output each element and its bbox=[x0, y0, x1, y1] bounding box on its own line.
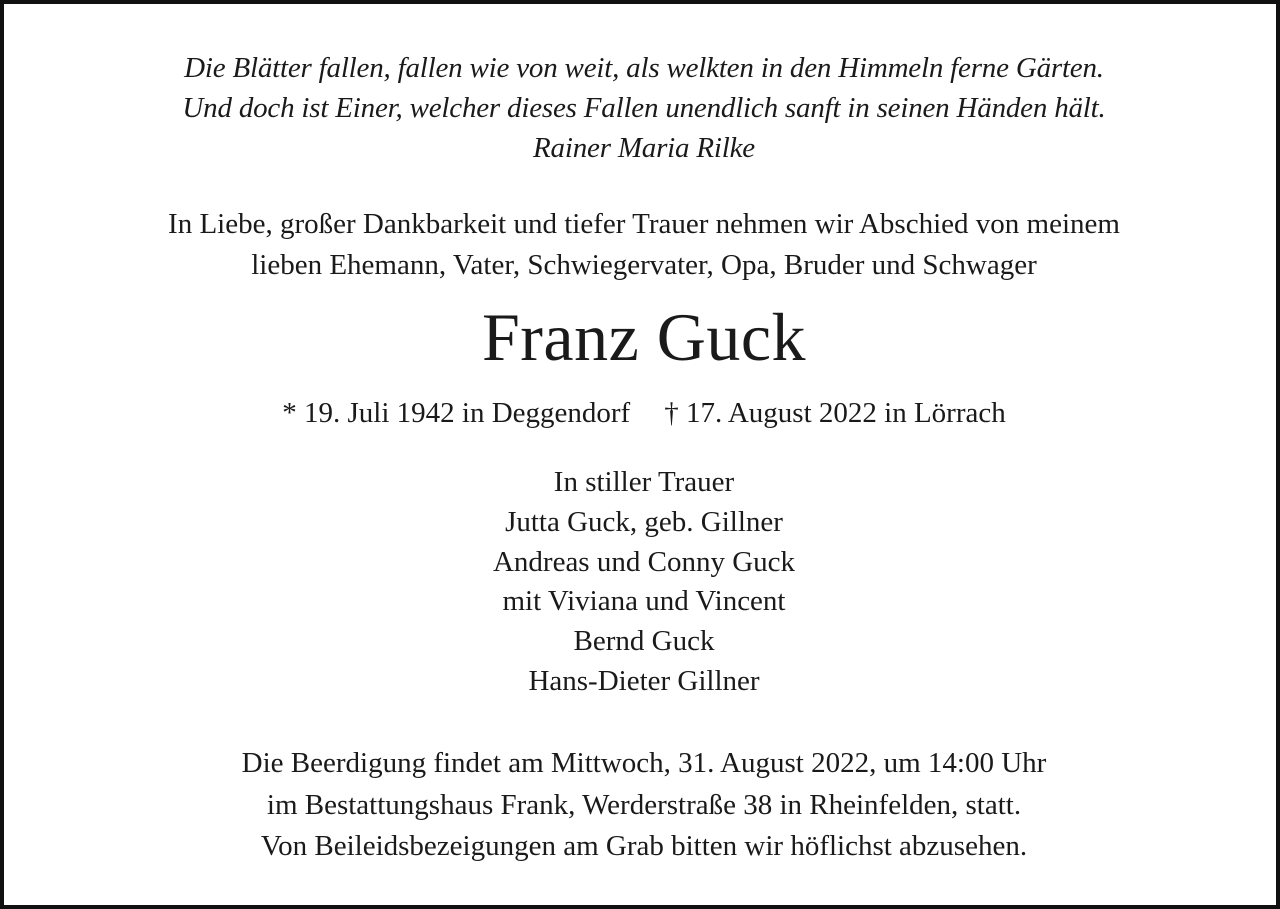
deceased-name: Franz Guck bbox=[481, 299, 807, 375]
funeral-line-3: Von Beileidsbezeigungen am Grab bitten wir höflichst abzusehen. bbox=[260, 830, 1028, 862]
quote-line-1: Die Blätter fallen, fallen wie von weit, als welkten in den Himmeln ferne Gärten. bbox=[184, 52, 1104, 84]
mourner-name: Andreas und Conny Guck bbox=[492, 546, 796, 578]
life-dates bbox=[4, 397, 1280, 430]
mourner-name: mit Viviana und Vincent bbox=[502, 585, 786, 617]
quote-line-2: Und doch ist Einer, welcher dieses Fallen unendlich sanft in seinen Händen hält. bbox=[182, 92, 1106, 124]
mourners-heading: In stiller Trauer bbox=[553, 466, 735, 498]
funeral-line-2: im Bestattungshaus Frank, Werderstraße 38 in Rheinfelden, statt. bbox=[266, 789, 1022, 821]
death-date: † 17. August 2022 in Lörrach bbox=[664, 397, 1006, 429]
mourner-name: Bernd Guck bbox=[573, 625, 715, 657]
intro-line-1: In Liebe, großer Dankbarkeit und tiefer Trauer nehmen wir Abschied von meinem bbox=[168, 208, 1120, 240]
intro-line-2: lieben Ehemann, Vater, Schwiegervater, Opa, Bruder und Schwager bbox=[251, 249, 1037, 281]
funeral-line-1: Die Beerdigung findet am Mittwoch, 31. August 2022, um 14:00 Uhr bbox=[241, 747, 1047, 779]
birth-date: * 19. Juli 1942 in Deggendorf bbox=[282, 397, 631, 429]
mourner-name: Jutta Guck, geb. Gillner bbox=[505, 506, 783, 538]
mourner-name: Hans-Dieter Gillner bbox=[528, 665, 760, 697]
quote-author: Rainer Maria Rilke bbox=[533, 132, 755, 164]
